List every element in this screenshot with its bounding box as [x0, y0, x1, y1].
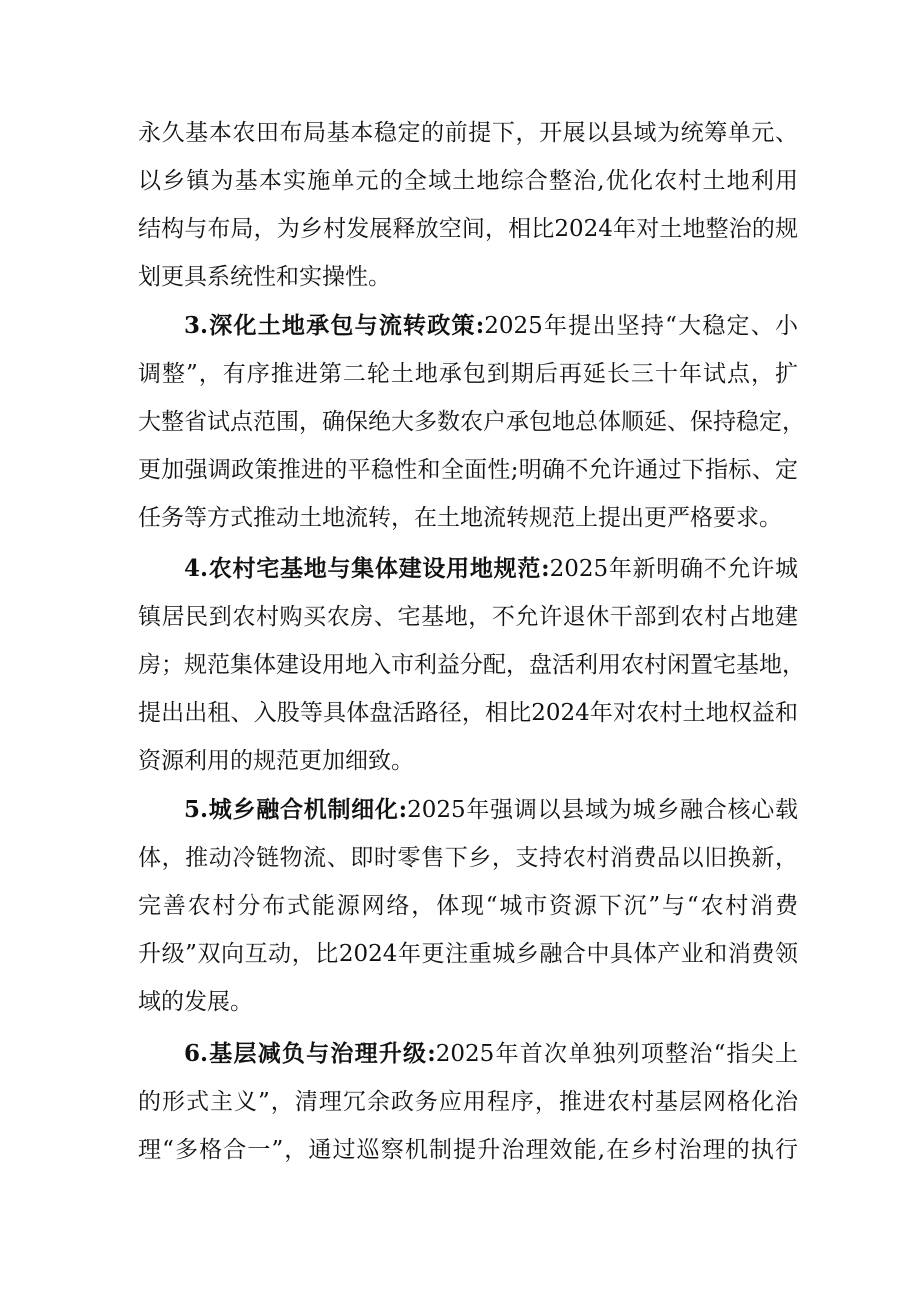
section-number: 5: [184, 796, 201, 823]
section-number: 6: [184, 1040, 201, 1067]
text-line: 更加强调政策推进的平稳性和全面性;明确不允许通过下指标、定: [138, 457, 798, 483]
section-number: 4: [184, 555, 201, 582]
text-line: 调整”，有序推进第二轮土地承包到期后再延长三十年试点，扩: [138, 361, 798, 387]
section-heading: .城乡融合机制细化:: [200, 796, 408, 823]
paragraph-urban-rural: [138, 786, 798, 1026]
text-line: 理“多格合一”，通过巡察机制提升治理效能,在乡村治理的执行: [138, 1137, 798, 1163]
text-line: 任务等方式推动土地流转，在土地流转规范上提出更严格要求。: [138, 505, 782, 531]
section-number: 3: [184, 312, 201, 339]
paragraph-grassroots: [138, 1030, 798, 1174]
text-line: 资源利用的规范更加细致。: [138, 748, 414, 774]
paragraph-land-contract: [138, 302, 805, 542]
text-run: 2025年强调以县域为城乡融合核心载: [407, 797, 798, 823]
text-run: 2025年首次单独列项整治“指尖上: [435, 1041, 799, 1067]
text-line: 划更具系统性和实操性。: [138, 264, 391, 290]
text-line: 提出出租、入股等具体盘活路径，相比2024年对农村土地权益和: [138, 700, 798, 726]
text-line: 体，推动冷链物流、即时零售下乡，支持农村消费品以旧换新，: [138, 845, 798, 871]
text-line: 镇居民到农村购买农房、宅基地，不允许退休干部到农村占地建: [138, 604, 798, 630]
section-heading: .农村宅基地与集体建设用地规范:: [200, 555, 550, 582]
text-run: 2025年新明确不允许城: [549, 556, 798, 582]
paragraph-first-line: [138, 786, 798, 834]
text-line: 房；规范集体建设用地入市利益分配，盘活利用农村闲置宅基地，: [138, 652, 805, 678]
text-line: 完善农村分布式能源网络，体现“城市资源下沉”与“农村消费: [138, 893, 798, 919]
text-line: 大整省试点范围，确保绝大多数农户承包地总体顺延、保持稳定，: [138, 409, 805, 435]
paragraph-homestead: [138, 545, 805, 785]
section-heading: .基层减负与治理升级:: [200, 1040, 436, 1067]
paragraph-first-line: [138, 302, 798, 350]
section-heading: .深化土地承包与流转政策:: [200, 312, 485, 339]
text-line: 以乡镇为基本实施单元的全域土地综合整治,优化农村土地利用: [138, 168, 798, 194]
paragraph-first-line: [138, 1030, 798, 1078]
text-line: 的形式主义”，清理冗余政务应用程序，推进农村基层网格化治: [138, 1089, 798, 1115]
text-line: 永久基本农田布局基本稳定的前提下，开展以县域为统筹单元、: [138, 120, 798, 146]
text-run: 2025年提出坚持“大稳定、小: [484, 313, 799, 339]
text-line: 域的发展。: [138, 989, 253, 1015]
text-line: 升级”双向互动，比2024年更注重城乡融合中具体产业和消费领: [138, 941, 798, 967]
paragraph-first-line: [138, 545, 798, 593]
text-line: 结构与布局，为乡村发展释放空间，相比2024年对土地整治的规: [138, 216, 798, 242]
paragraph-land-consolidation: [138, 109, 798, 301]
